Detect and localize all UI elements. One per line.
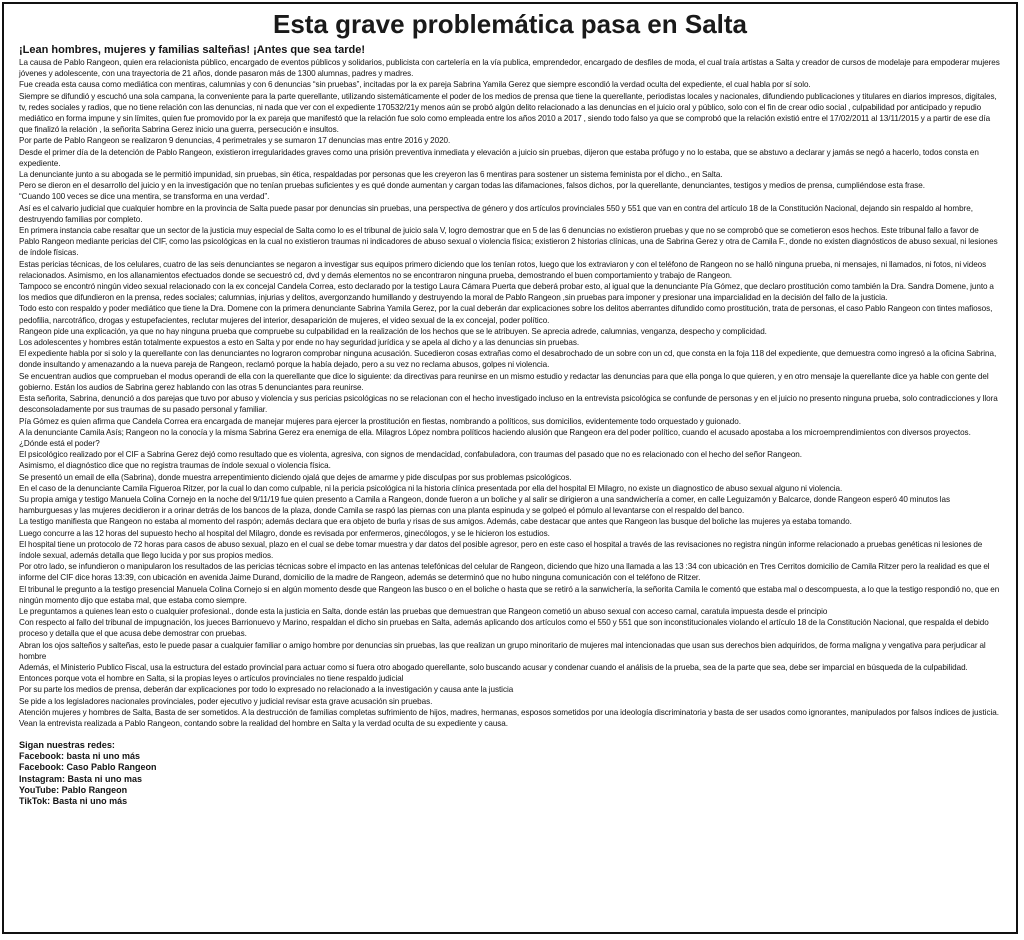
paragraph: Atención mujeres y hombres de Salta, Basta de ser sometidos. A la destrucción de familias completas sufrimiento de hijos, madres, hermanas, esposos sometidos por una ideología discriminatoria y basta de ser usados como ignorantes, manipulados por falsos índices de justicia. [19,707,999,717]
paragraph: La testigo manifiesta que Rangeon no estaba al momento del raspón; además declara que era objeto de burla y risas de sus amigos. Además, cabe destacar que antes que Rangeon las busque del boliche las mujeres ya estaba tomando. [19,517,852,527]
paragraph: Entonces porque vota el hombre en Salta, si la propias leyes o artículos provinciales no tiene respaldo judicial [19,674,404,684]
social-item-facebook-1: Facebook: basta ni uno más [19,751,141,762]
paragraph: El hospital tiene un protocolo de 72 horas para casos de abuso sexual, plazo en el cual se debe tomar muestra y dar datos del posible agresor, pero en este caso el hospital a través de las revisaciones no registra ningún informe relacionado a pruebas genéticas ni lesiones de índole sexual, además detalla que llego lucida y por sus propios medios. [19,539,983,560]
article-title: Esta grave problemática pasa en Salta [273,9,747,39]
paragraph: Por su parte los medios de prensa, deberán dar explicaciones por todo lo expresado no relacionado a la investigación y causa ante la justicia [19,685,514,695]
paragraph: En el caso de la denunciante Camila Figueroa Ritzer, por la cual lo dan como culpable, ni la pericia psicológica ni la historia clínica presentada por ella del hospital El Milagro, no existe un diagnostico de abuso sexual alguno ni violencia. [19,483,843,493]
paragraph: Pero se dieron en el desarrollo del juicio y en la investigación que no tenían pruebas suficientes y es qué donde aumentan y cargan todas las difamaciones, falsos dichos, por la querellante, denunciantes, testigos y medios de prensa, cumpliéndose esta frase. [19,181,925,191]
article-paragraphs [19,57,1001,729]
article-body [19,44,1001,808]
paragraph: Siempre se difundió y escuchó una sola campana, la conveniente para la parte querellante, utilizando sistemáticamente el poder de los medios de prensa que tiene la querellante, periodistas locales y nacionales, difundiendo publicaciones y titulares en diarios impresos, digitales, tv, redes sociales y radios, que no tiene relación con las denuncias, ni nada que ver con el expediente 170532/21y menos aún se probó algún delito relacionado a las denuncias en el juicio oral y público, solo con el fin de crear odio social , culpabilidad por anticipado y repudio mediático en forma impune y sin límites, quien fue promovido por la ex pareja que manifestó que la relación fue solo como empleada entre los años 2010 a 2017 , siendo todo falso ya que se comprobó que la relación existió entre el 17/02/2011 al 13/11/2015 y a partir de ese día que finalizó la relación , la señorita Sabrina Gerez inicio una guerra, persecución e insultos. [19,91,997,135]
social-item-tiktok: TikTok: Basta ni uno más [19,796,128,807]
social-item-youtube: YouTube: Pablo Rangeon [19,785,128,796]
paragraph: Desde el primer día de la detención de Pablo Rangeon, existieron irregularidades graves como una prisión preventiva inmediata y elevación a juicio sin pruebas, dijeron que estaba prófugo y no lo estaba, que se abstuvo a declarar y jamás se negó a hacerlo, todos consta en expediente. [19,147,979,168]
paragraph: Asimismo, el diagnóstico dice que no registra traumas de índole sexual o violencia física. [19,461,331,471]
paragraph: La denunciante junto a su abogada se le permitió impunidad, sin pruebas, sin ética, respaldadas por personas que les creyeron las 6 mentiras para sostener un sistema feminista por el dicho., en Salta. [19,170,723,180]
paragraph: La causa de Pablo Rangeon, quien era relacionista público, encargado de eventos públicos y solidarios, publicista con cartelería en la vía publica, emprendedor, encargado de desfiles de moda, el cual traía artistas a Salta y creador de cursos de modelaje para empoderar mujeres jóvenes y adolescente, con una trayectoria de 21 años, donde pasaron más de 1300 alumnas, padres y madres. [19,58,1000,79]
paragraph: A la denunciante Camila Asís; Rangeon no la conocía y la misma Sabrina Gerez era enemiga de ella. Milagros López nombra políticos haciendo alusión que Rangeon era del poder político, cuando el acusado apostaba a los microemprendimientos con diversos proyectos. ¿Dónde está el poder? [19,427,971,448]
paragraph: Fue creada esta causa como mediática con mentiras, calumnias y con 6 denuncias “sin pruebas”, incitadas por la ex pareja Sabrina Yamila Gerez que siempre escondió la verdad oculta del expediente, el cual habla por sí solo. [19,80,811,90]
social-item-instagram: Instagram: Basta ni uno mas [19,773,143,784]
paragraph: Se encuentran audios que comprueban el modus operandi de ella con la querellante que dice lo siguiente: da directivas para reunirse en un mismo estudio y redactar las denuncias para que ella ponga lo que quieren, y en otro mensaje la querellante dice ya hable con gente del gobierno. Están los audios de Sabrina gerez hablando con las otras 5 denunciantes para reunirse. [19,371,989,392]
paragraph: Tampoco se encontró ningún video sexual relacionado con la ex concejal Candela Correa, esto declarado por la testigo Laura Cámara Puerta que deberá probar esto, al igual que la denunciante Pía Gómez, que declaro prostitución como también la Dra. Sandra Domene, junto a los medios que difundieron en la prensa, redes sociales; calumnias, injurias y delitos, avergonzando humillando y destruyendo la moral de Pablo Rangeon ,sin pruebas para imponer y presionar una imparcialidad en la decisión del fallo de la justicia. [19,282,994,303]
paragraph: “Cuando 100 veces se dice una mentira, se transforma en una verdad”. [19,192,270,202]
paragraph: Vean la entrevista realizada a Pablo Rangeon, contando sobre la realidad del hombre en Salta y la verdad oculta de su expediente y causa. [19,718,508,728]
paragraph: Por parte de Pablo Rangeon se realizaron 9 denuncias, 4 perimetrales y se sumaron 17 denuncias mas entre 2016 y 2020. [19,136,451,146]
paragraph: Todo esto con respaldo y poder mediático que tiene la Dra. Domene con la primera denunciante Sabrina Yamila Gerez, por la cual deberán dar explicaciones sobre los delitos aberrantes difundido como prostitución, trata de personas, el caso Pablo Rangeon con tintes mafiosos, pedofilia, narcotráfico, drogas y estupefacientes, reclutar mujeres del interior, desaparición de mujeres, el video sexual de la ex concejal, poder político. [19,304,993,325]
paragraph: Estas pericias técnicas, de los celulares, cuatro de las seis denunciantes se negaron a investigar sus equipos primero diciendo que los tenían rotos, luego que los extraviaron y con el teléfono de Rangeon no se halló ninguna prueba, ni mensajes, ni llamados, ni fotos, ni videos relacionados. Asimismo, en los allanamientos efectuados donde se secuestró cd, dvd y demás elementos no se encontraron ninguna prueba, demostrando el buen comportamiento y trabajo de Rangeon. [19,259,987,280]
paragraph: En primera instancia cabe resaltar que un sector de la justicia muy especial de Salta como lo es el tribunal de juicio sala V, logro demostrar que en 5 de las 6 denuncias no existieron pruebas y que no se comprobó que se cometieron esos hechos. Este tribunal fallo a favor de Pablo Rangeon mediante pericias del CIF, como las psicológicas en la cual no existieron traumas ni indicadores de abuso sexual o violencia física; existieron 2 historias clínicas, una de Sabrina Gerez y otra de Camila F., donde no existen diagnósticos de abuso sexual, ni lesiones de índole físicas. [19,226,998,258]
social-title: Sigan nuestras redes: [19,740,115,751]
paragraph: Se pide a los legisladores nacionales provinciales, poder ejecutivo y judicial revisar esta grave acusación sin pruebas. [19,696,433,706]
article-lead: ¡Lean hombres, mujeres y familias salteñas! ¡Antes que sea tarde! [19,44,366,56]
paragraph: El psicológico realizado por el CIF a Sabrina Gerez dejó como resultado que es violenta, agresiva, con signos de mendacidad, confabuladora, con traumas del pasado que no es relacionado con el hecho del señor Rangeon. [19,450,802,460]
paragraph: Con respecto al fallo del tribunal de impugnación, los jueces Barrionuevo y Marino, respaldan el dicho sin pruebas en Salta, además aplicando dos artículos como el 550 y 551 que son inconstitucionales violando el artículo 18 de la Constitución Nacional, que respalda el debido proceso y detalla que el que acusa debe demostrar con pruebas. [19,618,989,639]
paragraph: El tribunal le pregunto a la testigo presencial Manuela Colina Cornejo si en algún momento desde que Rangeon las busco o en el boliche o hasta que se retiró a la sanwichería, la señorita Camila le comentó que estaba mal o descompuesta, a lo que la testigo respondió no, que en ningún momento dijo que estaba mal, que estaba como siempre. [19,584,1000,605]
paragraph: Le preguntamos a quienes lean esto o cualquier profesional., donde esta la justicia en Salta, donde están las pruebas que demuestran que Rangeon cometió un abuso sexual con acceso carnal, caratula impuesta desde el principio [19,606,828,616]
social-links [19,739,1001,807]
paragraph: Pía Gómez es quien afirma que Candela Correa era encargada de manejar mujeres para ejercer la prostitución en fiestas, nombrando a políticos, sus domicilios, evidentemente todo orquestado y guionado. [19,416,741,426]
paragraph: Por otro lado, se infundieron o manipularon los resultados de las pericias técnicas sobre el impacto en las antenas telefónicas del celular de Rangeon, diciendo que hizo una llamada a las 13 :34 con ubicación en Tres Cerritos domicilio de Camila Ritzer pero la realidad es que el informe del CIF dice horas 13:39, con ubicación en avenida Jaime Durand, domicilio de la madre de Rangeon, además se determinó que no hubo ninguna comunicación con el teléfono de Ritzer. [19,562,990,583]
paragraph: Así es el calvario judicial que cualquier hombre en la provincia de Salta puede pasar por denuncias sin pruebas, una perspectiva de género y dos artículos provinciales 550 y 551 que van en contra del artículo 18 de la Constitución Nacional, dejando sin respaldo al hombre, destruyendo familias por completo. [19,203,973,224]
paragraph: El expediente habla por si solo y la querellante con las denunciantes no lograron comprobar ninguna acusación. Sucedieron cosas extrañas como el desabrochado de un sobre con un cd, que consta en la foja 118 del expediente, que demuestra como ingresó a la oficina Sabrina, donde insultando y amenazando a la nueva pareja de Rangeon, reclamó porque la había dejado, pero a su vez no reclama abusos, golpes ni violencia. [19,349,997,370]
social-item-facebook-2: Facebook: Caso Pablo Rangeon [19,762,157,773]
paragraph: Se presentó un email de ella (Sabrina), donde muestra arrepentimiento diciendo ojalá que dejes de amarme y pide disculpas por sus problemas psicológicos. [19,472,572,482]
paragraph: Abran los ojos salteños y salteñas, esto le puede pasar a cualquier familiar o amigo hombre por denuncias sin pruebas, las que realizan un grupo minoritario de mujeres mal intencionadas que usan sus derechos bien adquiridos, de forma maligna y vengativa para perjudicar al hombre [19,640,986,661]
paragraph: Rangeon pide una explicación, ya que no hay ninguna prueba que compruebe su culpabilidad en la realización de los hechos que se le atribuyen. Se aprecia adrede, calumnias, venganza, despecho y complicidad. [19,326,767,336]
newspaper-ad-frame [2,2,1018,934]
paragraph: Su propia amiga y testigo Manuela Colina Cornejo en la noche del 9/11/19 fue quien presento a Camila a Rangeon, donde fueron a un boliche y al salir se dirigieron a una sandwichería a comer, en calle Leguizamón y Balcarce, donde Rangeon esperó 40 minutos las hamburguesas y las mujeres decidieron ir a orinar detrás de los bancos de la plaza, donde Camila se raspó las piernas con una planta espinuda y se golpeó el pómulo al levantarse con el respaldo del banco. [19,494,950,516]
paragraph: Luego concurre a las 12 horas del supuesto hecho al hospital del Milagro, donde es revisada por enfermeros, ginecólogos, y se le hicieron los estudios. [19,528,550,538]
paragraph: Además, el Ministerio Publico Fiscal, usa la estructura del estado provincial para actuar como si fuera otro abogado querellante, solo buscando acusar y condenar cuando el análisis de la prueba, sea de la parte que sea, debe ser imparcial en búsqueda de la culpabilidad. [19,662,968,672]
paragraph: Los adolescentes y hombres están totalmente expuestos a esto en Salta y por ende no hay seguridad jurídica y se apela al dicho y a las denuncias sin pruebas. [19,338,580,348]
paragraph: Esta señorita, Sabrina, denunció a dos parejas que tuvo por abuso y violencia y sus pericias psicológicas no se relacionan con el hecho investigado incluso en la entrevista psicológica se confunde de personas y en el juicio no presento ninguna prueba, solo contradicciones y llora desconsoladamente por sus traumas de su pasado personal y familiar. [19,394,998,415]
